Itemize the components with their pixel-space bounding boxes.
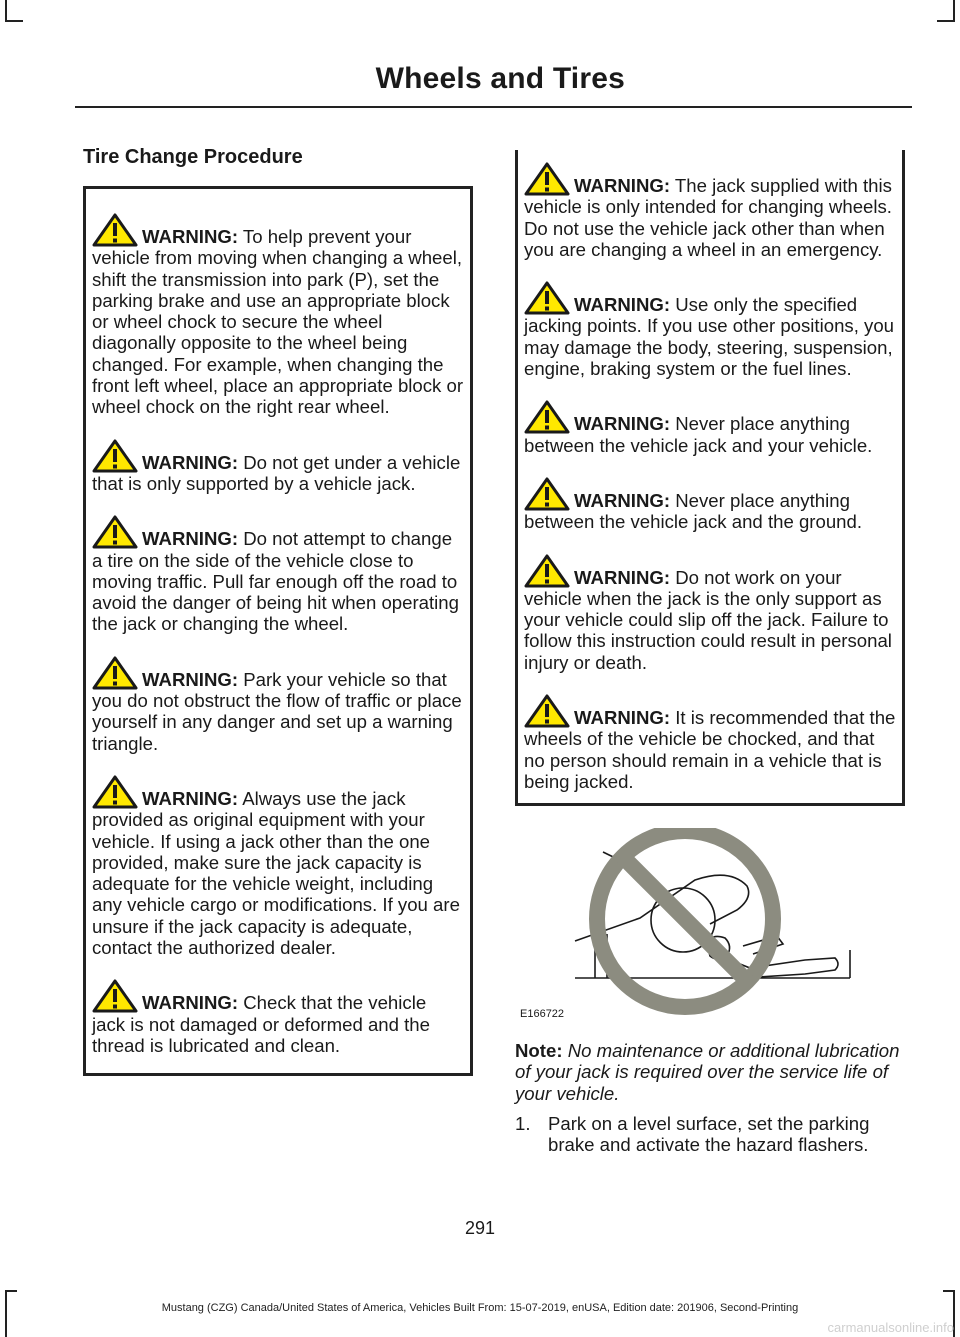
warning-item bbox=[524, 694, 896, 792]
warning-keyword: WARNING: bbox=[574, 707, 671, 729]
warning-box-left bbox=[83, 186, 473, 1076]
header-divider bbox=[75, 106, 912, 108]
warning-triangle-icon bbox=[524, 554, 570, 588]
warning-item bbox=[524, 162, 896, 260]
warning-triangle-icon bbox=[524, 162, 570, 196]
step-number: 1. bbox=[515, 1113, 531, 1134]
warning-keyword: WARNING: bbox=[574, 413, 671, 435]
warning-text: To help prevent your vehicle from moving when changing a wheel, shift the transmission into park (P), set the parking brake and use an appropriate block or wheel chock to secure the wheel diagonally opposite to the wheel being changed. For example, when changing the front left wheel, place an appropriate block or wheel chock on the right rear wheel. bbox=[92, 226, 464, 418]
procedure-step bbox=[515, 1113, 910, 1156]
warning-triangle-icon bbox=[524, 694, 570, 728]
warning-list-left bbox=[92, 213, 464, 1077]
warning-text: It is recommended that the wheels of the vehicle be chocked, and that no person should remain in a vehicle that is being jacked. bbox=[524, 707, 896, 792]
warning-list-right bbox=[524, 162, 896, 813]
warning-triangle-icon bbox=[92, 979, 138, 1013]
crop-mark bbox=[5, 20, 23, 22]
step-text: Park on a level surface, set the parking brake and activate the hazard flashers. bbox=[548, 1113, 870, 1156]
note bbox=[515, 1040, 905, 1104]
crop-mark bbox=[943, 1290, 955, 1292]
warning-text: Use only the specified jacking points. If you use other positions, you may damage the body, steering, suspension, engine, braking system or the fuel lines. bbox=[524, 294, 895, 380]
footer: Mustang (CZG) Canada/United States of America, Vehicles Built From: 15-07-2019, enUSA, Edition date: 201906, Second-Printing bbox=[161, 1302, 799, 1314]
warning-keyword: WARNING: bbox=[574, 294, 671, 316]
warning-triangle-icon bbox=[524, 281, 570, 315]
warning-keyword: WARNING: bbox=[142, 528, 239, 550]
warning-keyword: WARNING: bbox=[142, 226, 239, 247]
warning-triangle-icon bbox=[92, 439, 138, 473]
warning-item bbox=[92, 213, 464, 418]
warning-item bbox=[524, 400, 896, 456]
warning-keyword: WARNING: bbox=[142, 787, 239, 809]
warning-item bbox=[524, 554, 896, 673]
note-label: Note: bbox=[515, 1040, 563, 1061]
warning-keyword: WARNING: bbox=[142, 668, 239, 690]
no-under-vehicle-illustration bbox=[515, 828, 905, 1028]
warning-keyword: WARNING: bbox=[574, 175, 671, 196]
warning-text: Do not attempt to change a tire on the side of the vehicle close to moving traffic. Pull far enough off the road to avoid the danger of being hit when operating the jack or changing the wheel. bbox=[92, 528, 459, 635]
warning-item bbox=[92, 656, 464, 754]
prohibition-sign-icon bbox=[597, 831, 773, 1007]
section-title: Tire Change Procedure bbox=[83, 146, 303, 168]
warning-box-right bbox=[515, 150, 905, 806]
warning-text: Park your vehicle so that you do not obstruct the flow of traffic or place yourself in any danger and set up a warning triangle. bbox=[92, 668, 462, 754]
warning-keyword: WARNING: bbox=[142, 992, 239, 1014]
warning-keyword: WARNING: bbox=[142, 451, 239, 473]
crop-mark bbox=[937, 20, 955, 22]
warning-text: Never place anything between the vehicle jack and the ground. bbox=[524, 489, 863, 533]
watermark: carmanualsonline.info bbox=[827, 1320, 954, 1335]
warning-triangle-icon bbox=[92, 213, 138, 247]
crop-mark bbox=[5, 0, 7, 22]
warning-triangle-icon bbox=[92, 775, 138, 809]
warning-keyword: WARNING: bbox=[574, 566, 671, 588]
warning-item bbox=[92, 439, 464, 495]
procedure-steps bbox=[515, 1113, 910, 1156]
warning-triangle-icon bbox=[92, 515, 138, 549]
warning-item bbox=[524, 281, 896, 379]
figure-label: E166722 bbox=[520, 1008, 565, 1020]
warning-text: Always use the jack provided as original equipment with your vehicle. If using a jack other than the one provided, make sure the jack capacity is adequate for the vehicle weight, including any vehicle cargo or modifications. If you are unsure if the jack capacity is adequate, contact the authorized dealer. bbox=[92, 787, 460, 959]
warning-item bbox=[92, 775, 464, 958]
warning-text: Do not get under a vehicle that is only supported by a vehicle jack. bbox=[92, 451, 461, 494]
warning-keyword: WARNING: bbox=[574, 489, 671, 511]
warning-text: Check that the vehicle jack is not damaged or deformed and the thread is lubricated and clean. bbox=[92, 992, 430, 1056]
warning-text: Never place anything between the vehicle jack and your vehicle. bbox=[524, 413, 873, 456]
page-number: 291 bbox=[464, 1218, 496, 1238]
warning-triangle-icon bbox=[524, 477, 570, 511]
warning-text: Do not work on your vehicle when the jack is the only support as your vehicle could slip off the jack. Failure to follow this instruction could result in personal injury or death. bbox=[524, 566, 892, 673]
note-text: No maintenance or additional lubrication of your jack is required over the service life of your vehicle. bbox=[515, 1040, 900, 1104]
page-title: Wheels and Tires bbox=[375, 62, 625, 95]
warning-text: The jack supplied with this vehicle is only intended for changing wheels. Do not use the vehicle jack other than when you are changing a wheel in an emergency. bbox=[524, 175, 892, 260]
crop-mark bbox=[953, 0, 955, 22]
warning-item bbox=[524, 477, 896, 533]
warning-triangle-icon bbox=[524, 400, 570, 434]
warning-item bbox=[92, 979, 464, 1056]
warning-item bbox=[92, 515, 464, 634]
crop-mark bbox=[5, 1290, 17, 1292]
warning-triangle-icon bbox=[92, 656, 138, 690]
